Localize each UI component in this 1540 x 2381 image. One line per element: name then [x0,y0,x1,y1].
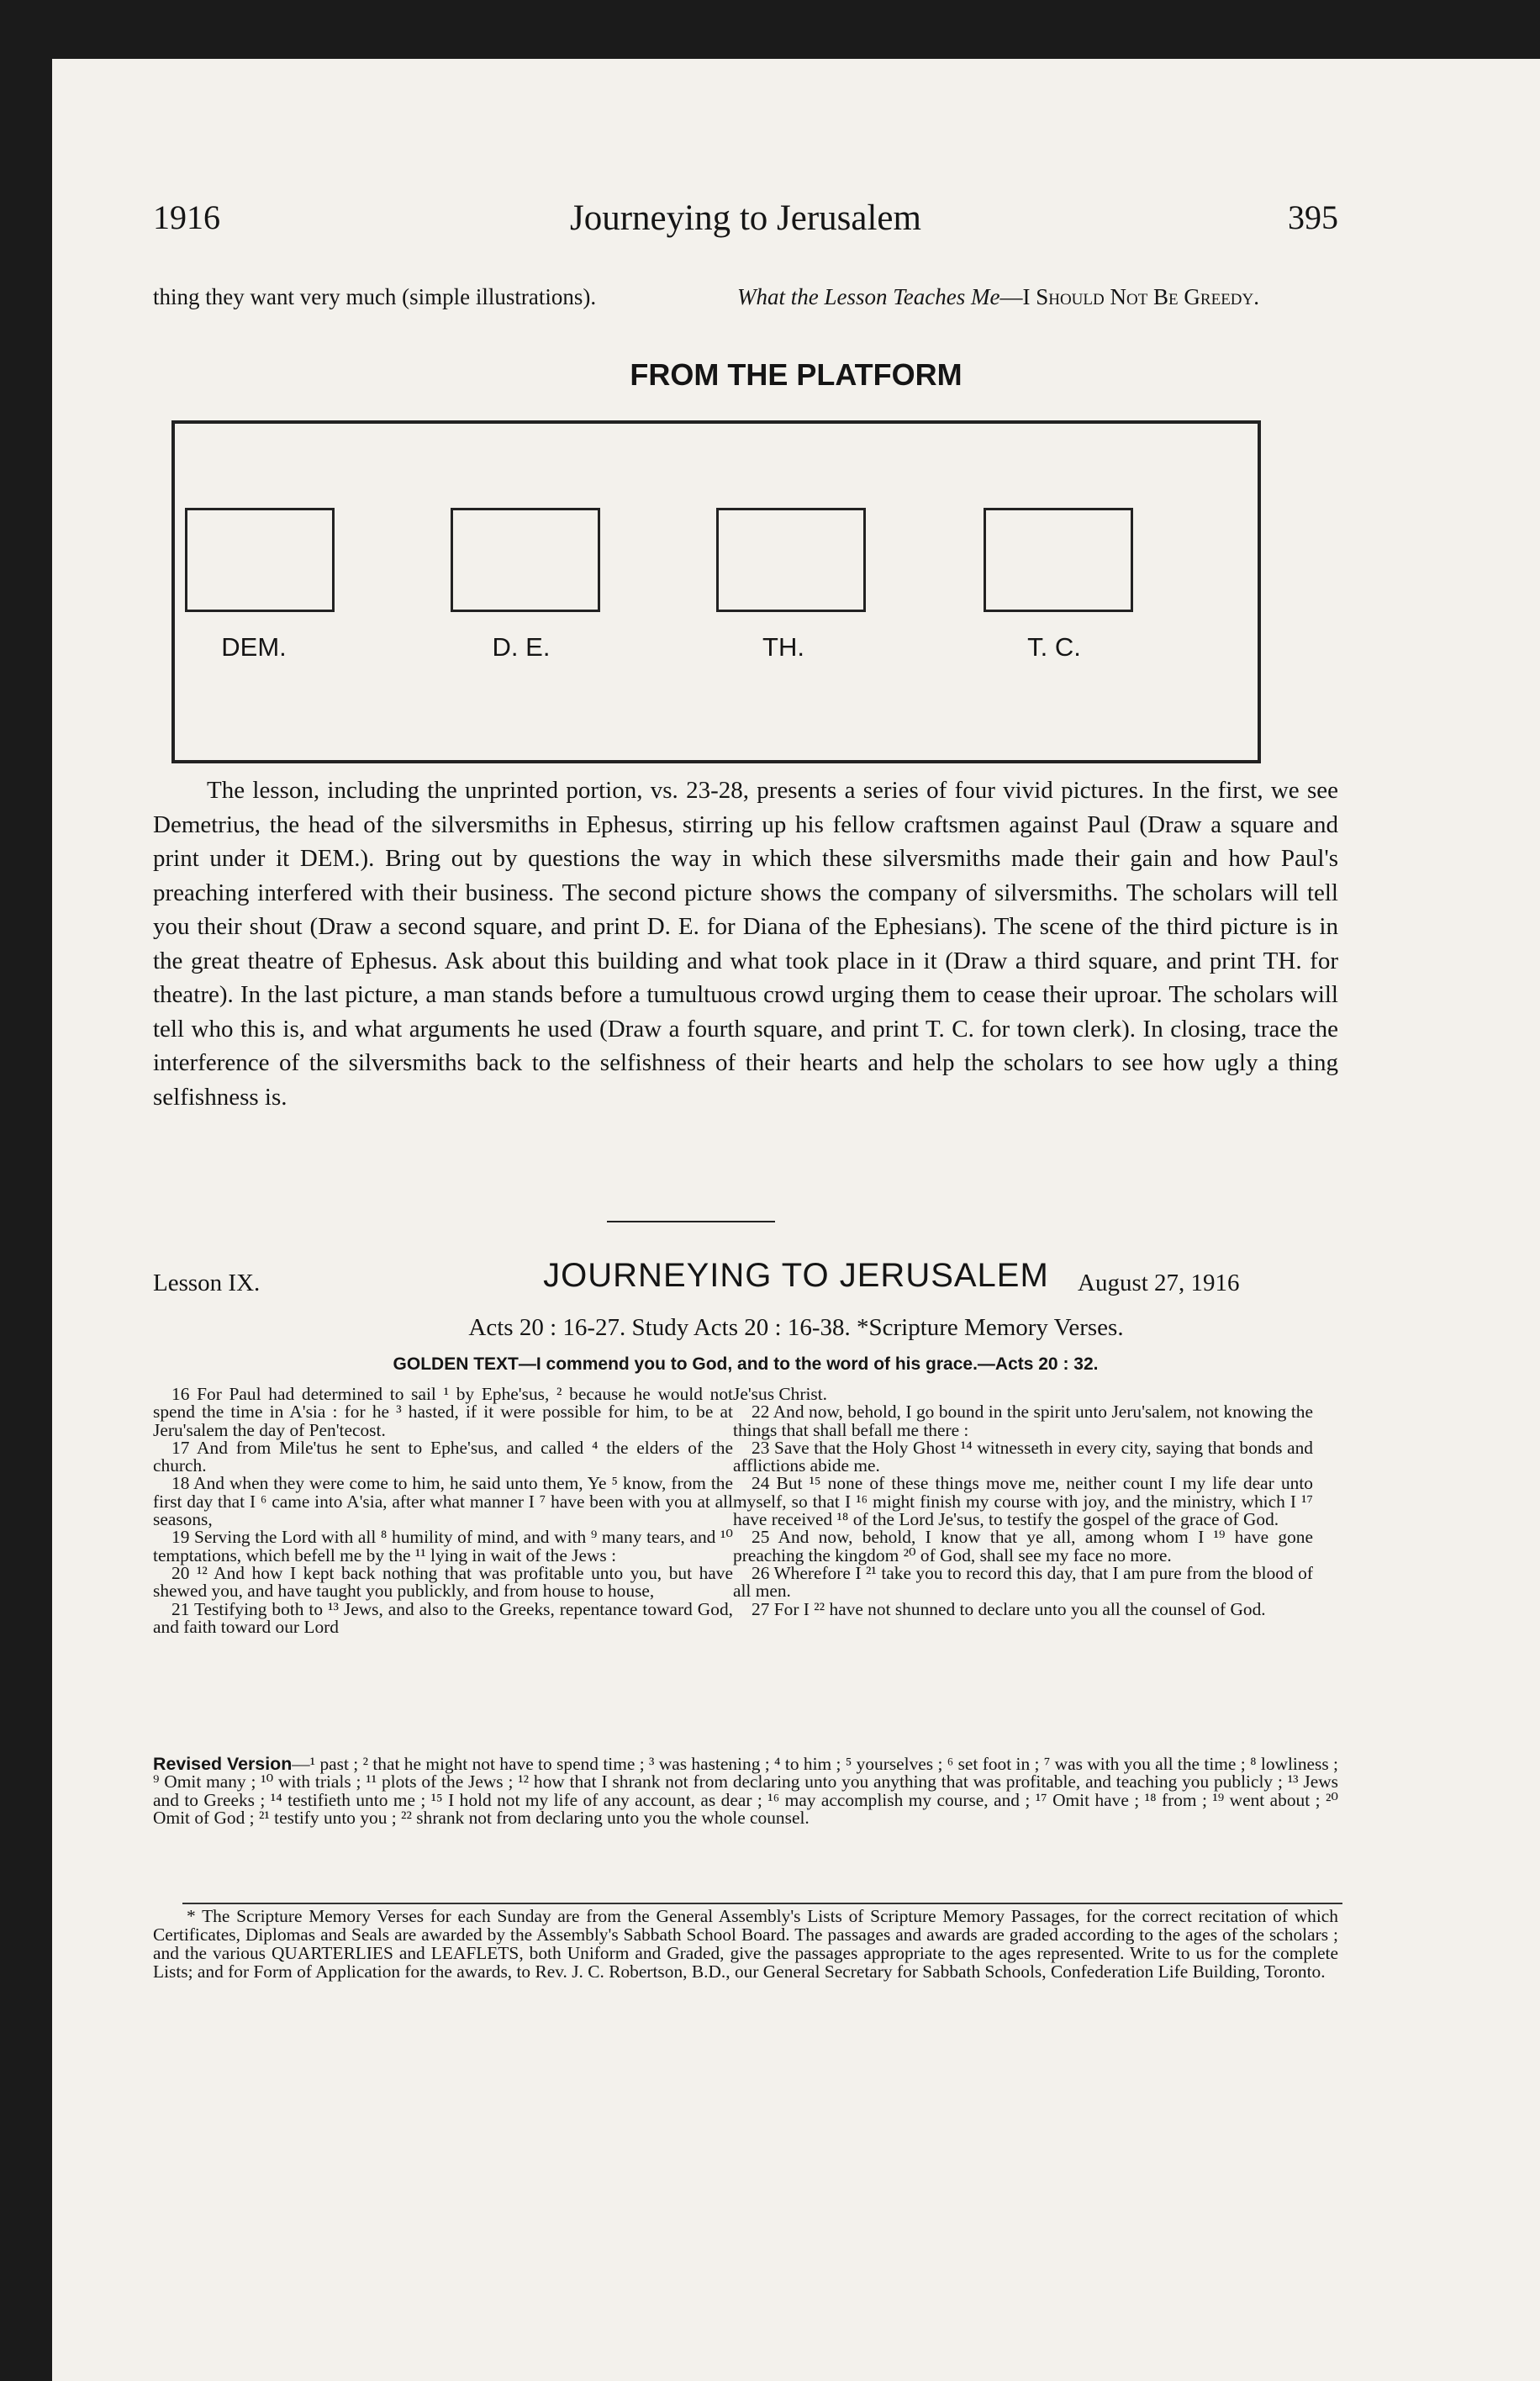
intro-dash: —I [999,284,1036,309]
intro-right-text [737,282,1326,313]
verse-27: 27 For I ²² have not shunned to declare unto you all the counsel of God. [752,1598,1266,1619]
square-3 [716,508,866,612]
verse-23: 23 Save that the Holy Ghost ¹⁴ witnesseth in every city, saying that bonds and afflictions abide me. [733,1437,1313,1476]
scripture-references: Acts 20 : 16-27. Study Acts 20 : 16-38. *Scripture Memory Verses. [468,1314,1124,1341]
revised-version-text: —¹ past ; ² that he might not have to spend time ; ³ was hastening ; ⁴ to him ; ⁵ yourselves ; ⁶ set foot in ; ⁷ was with you all the time ; ⁸ lowliness ; ⁹ Omit many ; ¹⁰ with trials ; ¹¹ plots of the Jews ; ¹² how that I shrank not from declaring unto you anything that was profitable, and teaching you publicly ; ¹³ Jews and to Greeks ; ¹⁴ testifieth unto me ; ¹⁵ I hold not my life of any account, as dear ; ¹⁶ may accomplish my course, and ; ¹⁷ Omit have ; ¹⁸ from ; ¹⁹ went about ; ²⁰ Omit of God ; ²¹ testify unto you ; ²² shrank not from declaring unto you the whole counsel. [153,1754,1339,1828]
verse-18: 18 And when they were come to him, he said unto them, Ye ⁵ know, from the first day that I ⁶ came into A'sia, after what manner I ⁷ have been with you at all seasons, [153,1473,733,1530]
footnote: * The Scripture Memory Verses for each Sunday are from the General Assembly's Lists of Scripture Memory Passages, for the correct recitation of which Certificates, Diplomas and Seals are awarded by the Assembly's Sabbath School Board. The passages and awards are graded according to the ages of the scholars ; and the various QUARTERLIES and LEAFLETS, both Uniform and Graded, give the passages appropriate to the ages represented. Write to us for the complete Lists; and for Form of Application for the awards, to Rev. J. C. Robertson, B.D., our General Secretary for Sabbath Schools, Confederation Life Building, Toronto. [153,1906,1338,1982]
platform-diagram [171,420,1261,763]
header-year: 1916 [153,198,220,236]
lesson-title: JOURNEYING TO JERUSALEM [543,1257,1049,1294]
square-label-2: D. E. [492,632,551,662]
verse-20: 20 ¹² And how I kept back nothing that was profitable unto you, but have shewed you, and have taught you publickly, and from house to house, [153,1562,733,1602]
lesson-teaches-label: What the Lesson Teaches Me [737,284,1000,309]
page-number: 395 [1288,198,1338,236]
intro-left-text: thing they want very much (simple illustrations). [153,284,597,309]
golden-text: GOLDEN TEXT—I commend you to God, and to the word of his grace.—Acts 20 : 32. [393,1354,1099,1374]
square-2 [451,508,600,612]
square-4 [984,508,1133,612]
verses-right-column [733,1386,1313,1618]
book-page [52,59,1540,2381]
lesson-explanation-paragraph: The lesson, including the unprinted portion, vs. 23-28, presents a series of four vivid pictures. In the first, we see Demetrius, the head of the silversmiths in Ephesus, stirring up his fellow craftsmen against Paul (Draw a square and print under it DEM.). Bring out by questions the way in which these silversmiths made their gain and how Paul's preaching interfered with their business. The second picture shows the company of silversmiths. The scholars will tell you their shout (Draw a second square, and print D. E. for Diana of the Ephesians). The scene of the third picture is in the great theatre of Ephesus. Ask about this building and what took place in it (Draw a third square, and print TH. for theatre). In the last picture, a man stands before a tumultuous crowd urging them to cease their uproar. The scholars will tell who this is, and what arguments he used (Draw a fourth square, and print T. C. for town clerk). In closing, trace the interference of the silversmiths back to the selfishness of their hearts and help the scholars to see how ugly a thing selfishness is. [153,777,1338,1111]
header-title: Journeying to Jerusalem [570,198,921,238]
revised-version-label: Revised Version [153,1754,293,1774]
lesson-date: August 27, 1916 [1078,1270,1240,1296]
verse-21: 21 Testifying both to ¹³ Jews, and also to the Greeks, repentance toward God, and faith toward our Lord [153,1598,733,1637]
verse-19: 19 Serving the Lord with all ⁸ humility of mind, and with ⁹ many tears, and ¹⁰ temptations, which befell me by the ¹¹ lying in wait of the Jews : [153,1527,733,1565]
verse-26: 26 Wherefore I ²¹ take you to record this day, that I am pure from the blood of all men. [733,1562,1313,1602]
verse-22: 22 And now, behold, I go bound in the spirit unto Jeru'salem, not knowing the things that shall befall me there : [733,1402,1313,1440]
verse-16: 16 For Paul had determined to sail ¹ by Ephe'sus, ² because he would not spend the time in A'sia : for he ³ hasted, if it were possible for him, to be at Jeru'salem the day of Pen'tecost. [153,1384,733,1440]
verse-21-continued: Je'sus Christ. [733,1384,828,1404]
square-1 [185,508,335,612]
verse-24: 24 But ¹⁵ none of these things move me, neither count I my life dear unto myself, so that I ¹⁶ might finish my course with joy, and the ministry, which I ¹⁷ have received ¹⁸ of the Lord Je'sus, to testify the gospel of the grace of God. [733,1473,1313,1530]
square-label-3: TH. [762,632,804,662]
footnote-rule [182,1903,1342,1904]
verses-left-column [153,1386,733,1636]
verse-25: 25 And now, behold, I know that ye all, among whom I ¹⁹ have gone preaching the kingdom ²⁰ of God, shall see my face no more. [733,1527,1313,1565]
platform-title: FROM THE PLATFORM [630,357,962,392]
section-divider [607,1221,775,1222]
verse-17: 17 And from Mile'tus he sent to Ephe'sus, and called ⁴ the elders of the church. [153,1437,733,1476]
running-header [153,198,1338,265]
lesson-teaches-value: Should Not Be Greedy. [1036,284,1259,309]
square-label-1: DEM. [221,632,287,662]
lesson-number: Lesson IX. [153,1270,261,1296]
square-label-4: T. C. [1027,632,1081,662]
revised-version-notes [153,1755,1338,1827]
